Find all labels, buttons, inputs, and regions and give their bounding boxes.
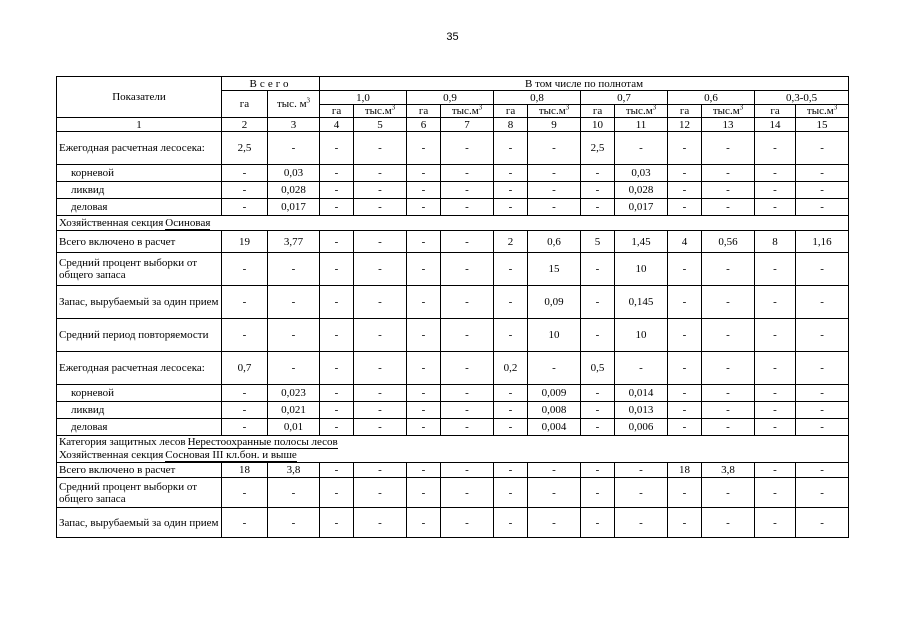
table-cell: -	[407, 419, 441, 436]
table-cell: -	[494, 478, 528, 508]
row-label: Всего включено в расчет	[57, 463, 222, 478]
table-cell: -	[796, 319, 849, 352]
section-cell	[57, 216, 849, 231]
table-cell: 0,09	[528, 286, 581, 319]
table-cell: -	[494, 253, 528, 286]
table-cell: -	[354, 419, 407, 436]
column-number: 7	[441, 118, 494, 132]
table-cell: -	[320, 319, 354, 352]
table-cell: -	[702, 419, 755, 436]
table-row	[57, 352, 849, 385]
table-cell: -	[407, 182, 441, 199]
table-cell: -	[441, 165, 494, 182]
table-row	[57, 286, 849, 319]
table-cell: 18	[222, 463, 268, 478]
table-cell: 10	[615, 253, 668, 286]
table-row	[57, 508, 849, 538]
table-cell: -	[796, 385, 849, 402]
header-unit-volume: $тыс.м^3$	[441, 105, 494, 118]
table-cell: 0,017	[615, 199, 668, 216]
table-cell: 0,017	[268, 199, 320, 216]
table-cell: -	[222, 508, 268, 538]
header-unit-volume: $тыс.м^3$	[702, 105, 755, 118]
table-cell: -	[494, 132, 528, 165]
table-cell: -	[528, 132, 581, 165]
table-cell: -	[796, 419, 849, 436]
section-value: Нерестоохранные полосы лесов	[187, 436, 338, 448]
table-cell: -	[441, 463, 494, 478]
table-row	[57, 199, 849, 216]
table-cell: -	[494, 319, 528, 352]
table-cell: -	[494, 385, 528, 402]
table-cell: -	[320, 402, 354, 419]
column-number: 8	[494, 118, 528, 132]
table-cell: -	[222, 319, 268, 352]
table-cell: -	[796, 132, 849, 165]
table-cell: 19	[222, 231, 268, 253]
table-cell: -	[320, 231, 354, 253]
table-cell: -	[668, 253, 702, 286]
table-cell: 1,16	[796, 231, 849, 253]
table-row	[57, 478, 849, 508]
header-unit-ha: га	[320, 105, 354, 118]
column-number: 1	[57, 118, 222, 132]
table-cell: 0,028	[268, 182, 320, 199]
section-row	[57, 436, 849, 463]
table-cell: -	[494, 508, 528, 538]
table-cell: -	[494, 402, 528, 419]
table-cell: -	[755, 402, 796, 419]
table-cell: 2,5	[222, 132, 268, 165]
table-cell: 3,8	[268, 463, 320, 478]
table-cell: -	[441, 319, 494, 352]
table-row	[57, 419, 849, 436]
table-cell: 0,145	[615, 286, 668, 319]
table-cell: -	[581, 402, 615, 419]
table-cell: 10	[528, 319, 581, 352]
section-cell	[57, 436, 849, 463]
table-cell: -	[528, 199, 581, 216]
table-cell: -	[441, 182, 494, 199]
table-cell: 0,2	[494, 352, 528, 385]
row-label: корневой	[57, 165, 222, 182]
table-cell: -	[668, 319, 702, 352]
table-row	[57, 463, 849, 478]
row-label: Средний процент выборки от общего запаса	[57, 478, 222, 508]
table-cell: -	[668, 419, 702, 436]
table-cell: -	[320, 286, 354, 319]
table-cell: -	[796, 253, 849, 286]
table-cell: -	[407, 352, 441, 385]
table-cell: -	[796, 199, 849, 216]
table-cell: -	[796, 165, 849, 182]
column-number: 6	[407, 118, 441, 132]
header-unit-ha: га	[494, 105, 528, 118]
table-cell: -	[615, 508, 668, 538]
table-cell: 0,023	[268, 385, 320, 402]
table-cell: 4	[668, 231, 702, 253]
table-cell: 0,009	[528, 385, 581, 402]
table-cell: -	[668, 165, 702, 182]
table-cell: -	[222, 165, 268, 182]
table-cell: -	[320, 132, 354, 165]
table-cell: -	[320, 352, 354, 385]
row-label: Средний процент выборки от общего запаса	[57, 253, 222, 286]
table-cell: -	[441, 402, 494, 419]
table-cell: -	[354, 182, 407, 199]
table-cell: -	[755, 165, 796, 182]
table-cell: 1,45	[615, 231, 668, 253]
table-cell: 0,013	[615, 402, 668, 419]
table-cell: -	[668, 402, 702, 419]
table-cell: -	[668, 385, 702, 402]
table-cell: -	[702, 402, 755, 419]
table-cell: -	[354, 253, 407, 286]
table-cell: -	[441, 385, 494, 402]
table-cell: -	[354, 165, 407, 182]
table-row	[57, 182, 849, 199]
table-cell: -	[668, 182, 702, 199]
table-cell: -	[441, 231, 494, 253]
table-cell: -	[441, 419, 494, 436]
table-cell: 0,021	[268, 402, 320, 419]
header-indicators: Показатели	[57, 77, 222, 118]
column-number: 5	[354, 118, 407, 132]
table-cell: -	[702, 199, 755, 216]
table-cell: -	[268, 286, 320, 319]
table-cell: -	[320, 463, 354, 478]
table-cell: -	[407, 508, 441, 538]
table-cell: 0,004	[528, 419, 581, 436]
table-cell: -	[581, 463, 615, 478]
table-cell: -	[441, 253, 494, 286]
header-unit-ha: га	[407, 105, 441, 118]
table-cell: -	[668, 199, 702, 216]
section-value: Сосновая III кл.бон. и выше	[165, 449, 297, 461]
table-cell: -	[354, 132, 407, 165]
table-cell: -	[668, 132, 702, 165]
section-row	[57, 216, 849, 231]
table-cell: -	[407, 199, 441, 216]
table-cell: -	[407, 286, 441, 319]
table-cell: -	[528, 165, 581, 182]
table-cell: 3,8	[702, 463, 755, 478]
table-cell: -	[407, 253, 441, 286]
table-cell: -	[407, 319, 441, 352]
table-cell: -	[407, 385, 441, 402]
table-cell: -	[268, 319, 320, 352]
table-cell: 0,03	[268, 165, 320, 182]
column-number: 10	[581, 118, 615, 132]
row-label: Запас, вырубаемый за один прием	[57, 286, 222, 319]
header-unit-ha: га	[668, 105, 702, 118]
table-cell: -	[407, 165, 441, 182]
table-cell: -	[702, 132, 755, 165]
row-label: Ежегодная расчетная лесосека:	[57, 132, 222, 165]
table-row	[57, 231, 849, 253]
header-density: 0,6	[668, 91, 755, 105]
column-number: 12	[668, 118, 702, 132]
table-row	[57, 319, 849, 352]
table-cell: -	[268, 478, 320, 508]
table-cell: -	[407, 463, 441, 478]
table-cell: -	[581, 286, 615, 319]
table-cell: -	[528, 478, 581, 508]
header-unit-volume: $тыс.м^3$	[615, 105, 668, 118]
row-label: Ежегодная расчетная лесосека:	[57, 352, 222, 385]
table-row	[57, 402, 849, 419]
table-cell: -	[222, 199, 268, 216]
table-cell: -	[320, 419, 354, 436]
table-cell: -	[702, 286, 755, 319]
table-cell: -	[581, 182, 615, 199]
table-cell: -	[668, 352, 702, 385]
table-cell: -	[755, 132, 796, 165]
table-cell: -	[796, 508, 849, 538]
table-cell: -	[354, 319, 407, 352]
table-cell: 0,01	[268, 419, 320, 436]
section-label: Категория защитных лесов	[59, 436, 186, 448]
table-cell: -	[755, 352, 796, 385]
table-cell: -	[702, 165, 755, 182]
table-cell: -	[441, 286, 494, 319]
table-cell: -	[268, 508, 320, 538]
header-unit-ha: га	[581, 105, 615, 118]
row-label: корневой	[57, 385, 222, 402]
table-cell: -	[668, 286, 702, 319]
header-density: 0,7	[581, 91, 668, 105]
table-cell: -	[702, 319, 755, 352]
header-density: 0,8	[494, 91, 581, 105]
allowable-cut-table	[56, 76, 849, 538]
header-unit-volume: $тыс.м^3$	[528, 105, 581, 118]
table-row	[57, 253, 849, 286]
table-cell: -	[702, 478, 755, 508]
table-cell: -	[668, 478, 702, 508]
table-cell: -	[494, 182, 528, 199]
table-row	[57, 385, 849, 402]
row-label: деловая	[57, 419, 222, 436]
header-total-volume: тыс. $м^3$	[268, 91, 320, 118]
header-density: 0,9	[407, 91, 494, 105]
section-line	[59, 436, 846, 449]
table-cell: -	[441, 508, 494, 538]
table-cell: -	[268, 352, 320, 385]
table-cell: -	[755, 508, 796, 538]
column-number: 9	[528, 118, 581, 132]
table-cell: -	[354, 508, 407, 538]
table-cell: -	[615, 132, 668, 165]
table-cell: -	[320, 253, 354, 286]
table-cell: -	[354, 199, 407, 216]
table-cell: -	[615, 463, 668, 478]
table-cell: -	[222, 182, 268, 199]
table-cell: -	[668, 508, 702, 538]
table-cell: -	[222, 253, 268, 286]
section-line	[59, 449, 846, 462]
table-cell: -	[407, 132, 441, 165]
table-cell: -	[581, 253, 615, 286]
table-cell: 18	[668, 463, 702, 478]
column-number: 13	[702, 118, 755, 132]
page-number: 35	[446, 31, 459, 43]
table-cell: -	[581, 165, 615, 182]
table-cell: -	[581, 508, 615, 538]
table-cell: -	[354, 286, 407, 319]
table-cell: -	[755, 478, 796, 508]
table-cell: -	[407, 231, 441, 253]
table-cell: -	[796, 352, 849, 385]
table-cell: -	[494, 199, 528, 216]
table-cell: -	[615, 478, 668, 508]
table-cell: -	[755, 286, 796, 319]
table-cell: -	[441, 132, 494, 165]
table-cell: -	[702, 253, 755, 286]
table-cell: -	[796, 182, 849, 199]
column-number: 4	[320, 118, 354, 132]
table-cell: -	[581, 199, 615, 216]
row-label: Запас, вырубаемый за один прием	[57, 508, 222, 538]
row-label: ликвид	[57, 402, 222, 419]
row-label: ликвид	[57, 182, 222, 199]
column-number: 15	[796, 118, 849, 132]
table-cell: -	[528, 508, 581, 538]
header-density: 1,0	[320, 91, 407, 105]
section-label: Хозяйственная секция	[59, 216, 164, 229]
table-cell: -	[796, 402, 849, 419]
table-cell: -	[702, 508, 755, 538]
header-total-ha: га	[222, 91, 268, 118]
table-cell: -	[441, 478, 494, 508]
table-cell: 0,028	[615, 182, 668, 199]
header-unit-ha: га	[755, 105, 796, 118]
table-cell: -	[320, 182, 354, 199]
header-unit-volume: $тыс.м^3$	[354, 105, 407, 118]
section-line	[59, 217, 846, 230]
table-cell: -	[354, 402, 407, 419]
table-cell: -	[354, 352, 407, 385]
table-cell: -	[755, 253, 796, 286]
table-cell: -	[494, 286, 528, 319]
column-number: 2	[222, 118, 268, 132]
table-cell: -	[407, 478, 441, 508]
section-label: Хозяйственная секция	[59, 449, 164, 461]
table-cell: 2	[494, 231, 528, 253]
column-number: 3	[268, 118, 320, 132]
row-label: Средний период повторяемости	[57, 319, 222, 352]
table-cell: -	[755, 182, 796, 199]
table-cell: -	[354, 463, 407, 478]
table-cell: -	[222, 385, 268, 402]
row-label: деловая	[57, 199, 222, 216]
table-cell: -	[320, 508, 354, 538]
table-cell: -	[755, 385, 796, 402]
table-cell: -	[320, 199, 354, 216]
table-cell: -	[528, 182, 581, 199]
table-cell: -	[320, 165, 354, 182]
table-cell: -	[320, 478, 354, 508]
table-cell: -	[615, 352, 668, 385]
table-cell: -	[581, 419, 615, 436]
row-label: Всего включено в расчет	[57, 231, 222, 253]
table-cell: -	[755, 199, 796, 216]
table-cell: 0,008	[528, 402, 581, 419]
table-cell: 3,77	[268, 231, 320, 253]
table-cell: 0,56	[702, 231, 755, 253]
table-cell: -	[222, 402, 268, 419]
table-cell: -	[702, 352, 755, 385]
table-cell: -	[268, 253, 320, 286]
table-cell: 0,014	[615, 385, 668, 402]
table-cell: -	[528, 463, 581, 478]
table-row	[57, 132, 849, 165]
table-cell: -	[581, 319, 615, 352]
table-cell: -	[222, 478, 268, 508]
table-cell: -	[441, 352, 494, 385]
table-cell: 0,7	[222, 352, 268, 385]
table-cell: 5	[581, 231, 615, 253]
table-cell: 8	[755, 231, 796, 253]
table-cell: 10	[615, 319, 668, 352]
header-density: 0,3-0,5	[755, 91, 849, 105]
table-cell: -	[320, 385, 354, 402]
table-cell: -	[581, 478, 615, 508]
table-cell: -	[796, 463, 849, 478]
header-unit-volume: $тыс.м^3$	[796, 105, 849, 118]
table-cell: 0,006	[615, 419, 668, 436]
column-number: 14	[755, 118, 796, 132]
table-cell: -	[581, 385, 615, 402]
table-cell: -	[755, 463, 796, 478]
table-cell: -	[755, 419, 796, 436]
table-cell: -	[354, 385, 407, 402]
table-cell: 0,03	[615, 165, 668, 182]
table-row	[57, 165, 849, 182]
table-cell: -	[494, 419, 528, 436]
table-cell: 0,5	[581, 352, 615, 385]
header-total: Всего	[222, 77, 320, 91]
column-number: 11	[615, 118, 668, 132]
table-cell: -	[702, 385, 755, 402]
table-cell: -	[407, 402, 441, 419]
table-cell: 15	[528, 253, 581, 286]
table-cell: -	[441, 199, 494, 216]
table-cell: -	[268, 132, 320, 165]
table-cell: 2,5	[581, 132, 615, 165]
table-cell: 0,6	[528, 231, 581, 253]
table-cell: -	[755, 319, 796, 352]
table-cell: -	[354, 478, 407, 508]
table-cell: -	[222, 286, 268, 319]
table-cell: -	[494, 165, 528, 182]
table-cell: -	[702, 182, 755, 199]
header-by-density: В том числе по полнотам	[320, 77, 849, 91]
table-cell: -	[494, 463, 528, 478]
table-cell: -	[796, 286, 849, 319]
table-cell: -	[796, 478, 849, 508]
section-value: Осиновая	[165, 216, 211, 229]
table-cell: -	[354, 231, 407, 253]
table-cell: -	[528, 352, 581, 385]
table-cell: -	[222, 419, 268, 436]
